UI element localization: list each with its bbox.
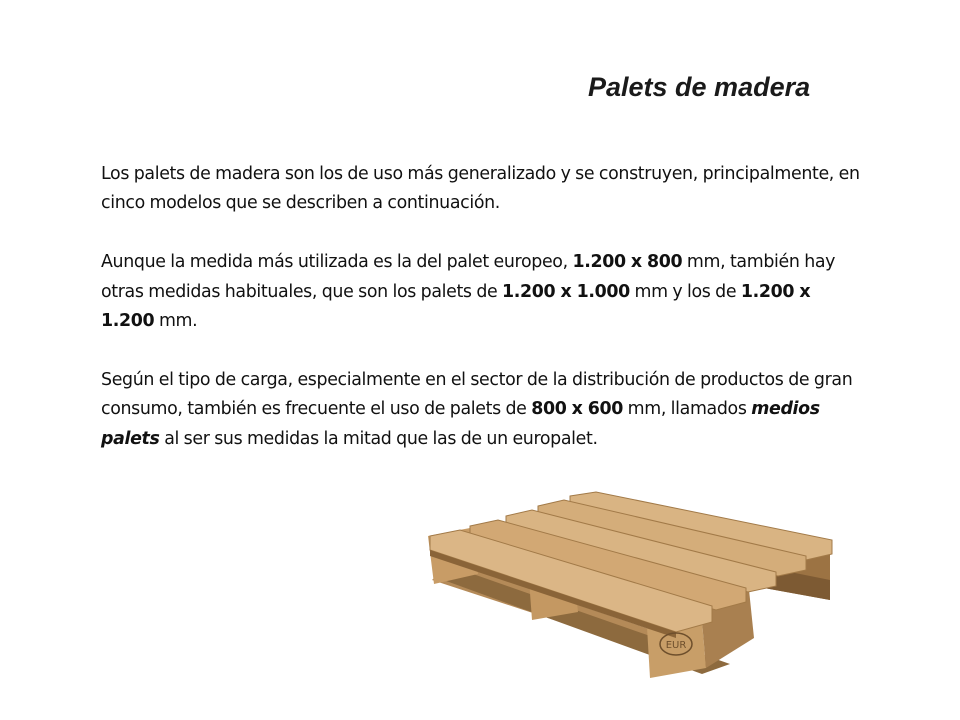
slide-body: [101, 160, 861, 483]
paragraph-sizes: [101, 248, 861, 336]
paragraph-medios-palets: [101, 366, 861, 454]
size-1200x1000: 1.200 x 1.000: [502, 281, 630, 302]
size-1200x1200: 1.200 x 1.200: [101, 281, 811, 332]
text-run: mm, también hay otras medidas habituales, que son los palets de: [101, 252, 836, 302]
text-run: mm y los de: [629, 281, 741, 302]
text-run: Según el tipo de carga, especialmente en el sector de la distribución de productos de gran consumo, también es frecuente el uso de palets de: [101, 369, 853, 420]
term-medios-palets: medios palets: [101, 399, 820, 449]
wooden-pallet-image: [420, 488, 840, 680]
size-europeo: 1.200 x 800: [572, 252, 683, 273]
text-run: Aunque la medida más utilizada es la del palet europeo,: [101, 252, 573, 273]
eur-stamp-text: EUR: [665, 640, 687, 651]
text-run: mm.: [154, 311, 198, 332]
slide-title: Palets de madera: [588, 72, 811, 102]
paragraph-intro: Los palets de madera son los de uso más generalizado y se construyen, principalmente, en cinco modelos que se describen a continuación.: [101, 164, 860, 214]
text-run: al ser sus medidas la mitad que las de un europalet.: [159, 428, 598, 449]
text-run: mm, llamados: [622, 399, 752, 420]
size-800x600: 800 x 600: [531, 399, 623, 420]
